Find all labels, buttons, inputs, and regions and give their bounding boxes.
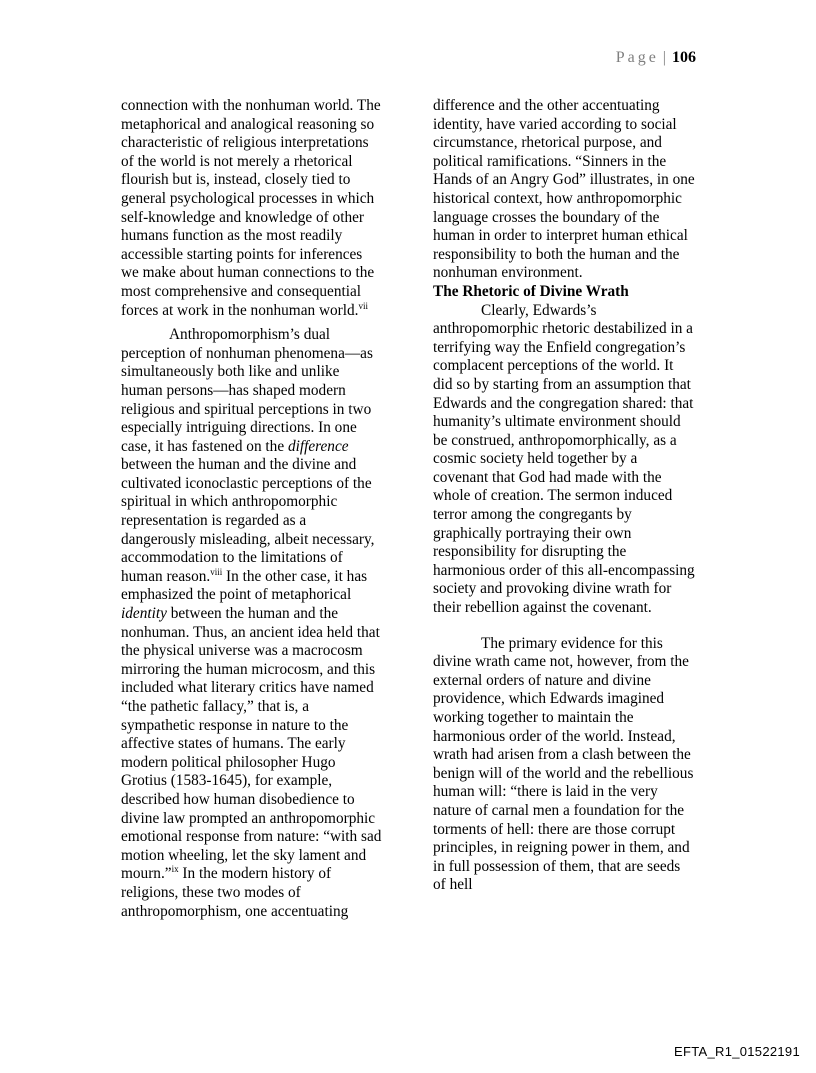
page-separator: | bbox=[662, 49, 666, 66]
endnote-marker: vii bbox=[358, 300, 368, 311]
paragraph-edwards-rhetoric: Clearly, Edwards’s anthropomorphic rhetoric destabilized in a terrifying way the Enfield congregation’s complacent perceptions of the world. It did so by starting from an assumption that Edwards and the congregation shared: that humanity’s ultimate environment should be construed, anthropomorphically, as a cosmic society held together by a covenant that God had made with the whole of creation. The sermon induced terror among the congregants by graphically portraying their own responsibility for disrupting the harmonious order of this all-encompassing society and provoking divine wrath for their rebellion against the covenant. bbox=[433, 301, 695, 617]
emphasis-difference: difference bbox=[287, 437, 349, 455]
right-column bbox=[433, 97, 695, 895]
page-header bbox=[616, 48, 696, 68]
paragraph-text: In the modern history of religions, these two modes of anthropomorphism, one accentuating bbox=[121, 865, 349, 920]
paragraph-text: between the human and the nonhuman. Thus, an ancient idea held that the physical universe was a macrocosm mirroring the human microcosm, and this included what literary critics have named “the pathetic fallacy,” that is, a sympathetic response in nature to the affective states of humans. The early modern political philosopher Hugo Grotius (1583-1645), for example, described how human disobedience to divine law prompted an anthropomorphic emotional response from nature: “with sad motion wheeling, let the sky lament and mourn.” bbox=[121, 605, 382, 883]
page-label: Page bbox=[615, 49, 659, 66]
document-id: EFTA_R1_01522191 bbox=[674, 1044, 800, 1059]
endnote-marker: ix bbox=[171, 864, 179, 875]
endnote-marker: viii bbox=[210, 566, 223, 577]
paragraph-continued bbox=[121, 97, 383, 320]
paragraph-text: In the other case, it has emphasized the point of metaphorical bbox=[121, 567, 368, 604]
emphasis-identity: identity bbox=[121, 605, 167, 623]
paragraph-anthropomorphism bbox=[121, 326, 383, 921]
paragraph-continued: difference and the other accentuating identity, have varied according to social circumstance, rhetorical purpose, and political ramifications. “Sinners in the Hands of an Angry God” illustrates, in one historical context, how anthropomorphic language crosses the boundary of the human in order to interpret human ethical responsibility to both the human and the nonhuman environment. bbox=[433, 97, 695, 282]
paragraph-text: Anthropomorphism’s dual perception of nonhuman phenomena—as simultaneously both like and unlike human persons—has shaped modern religious and spiritual perceptions in two especially intriguing directions. In one case, it has fastened on the bbox=[121, 326, 373, 455]
paragraph-divine-wrath: The primary evidence for this divine wrath came not, however, from the external orders of nature and divine providence, which Edwards imagined working together to maintain the harmonious order of the world. Instead, wrath had arisen from a clash between the benign will of the world and the rebellious human will: “there is laid in the very nature of carnal men a foundation for the torments of hell: there are those corrupt principles, in reigning power in them, and in full possession of them, that are seeds of hell bbox=[433, 634, 694, 894]
paragraph-text: connection with the nonhuman world. The metaphorical and analogical reasoning so characteristic of religious interpretations of the world is not merely a rhetorical flourish but is, instead, closely tied to general psychological processes in which self-knowledge and knowledge of other humans function as the most readily accessible starting points for inferences we make about human connections to the most comprehensive and consequential forces at work in the nonhuman world. bbox=[121, 97, 381, 319]
left-column bbox=[121, 97, 383, 921]
paragraph-text: between the human and the divine and cultivated iconoclastic perceptions of the spiritual in which anthropomorphic representation is regarded as a dangerously misleading, albeit necessary, accommodation to the limitations of human reason. bbox=[121, 456, 375, 585]
section-heading: The Rhetoric of Divine Wrath bbox=[433, 282, 629, 300]
page-number: 106 bbox=[672, 49, 696, 66]
